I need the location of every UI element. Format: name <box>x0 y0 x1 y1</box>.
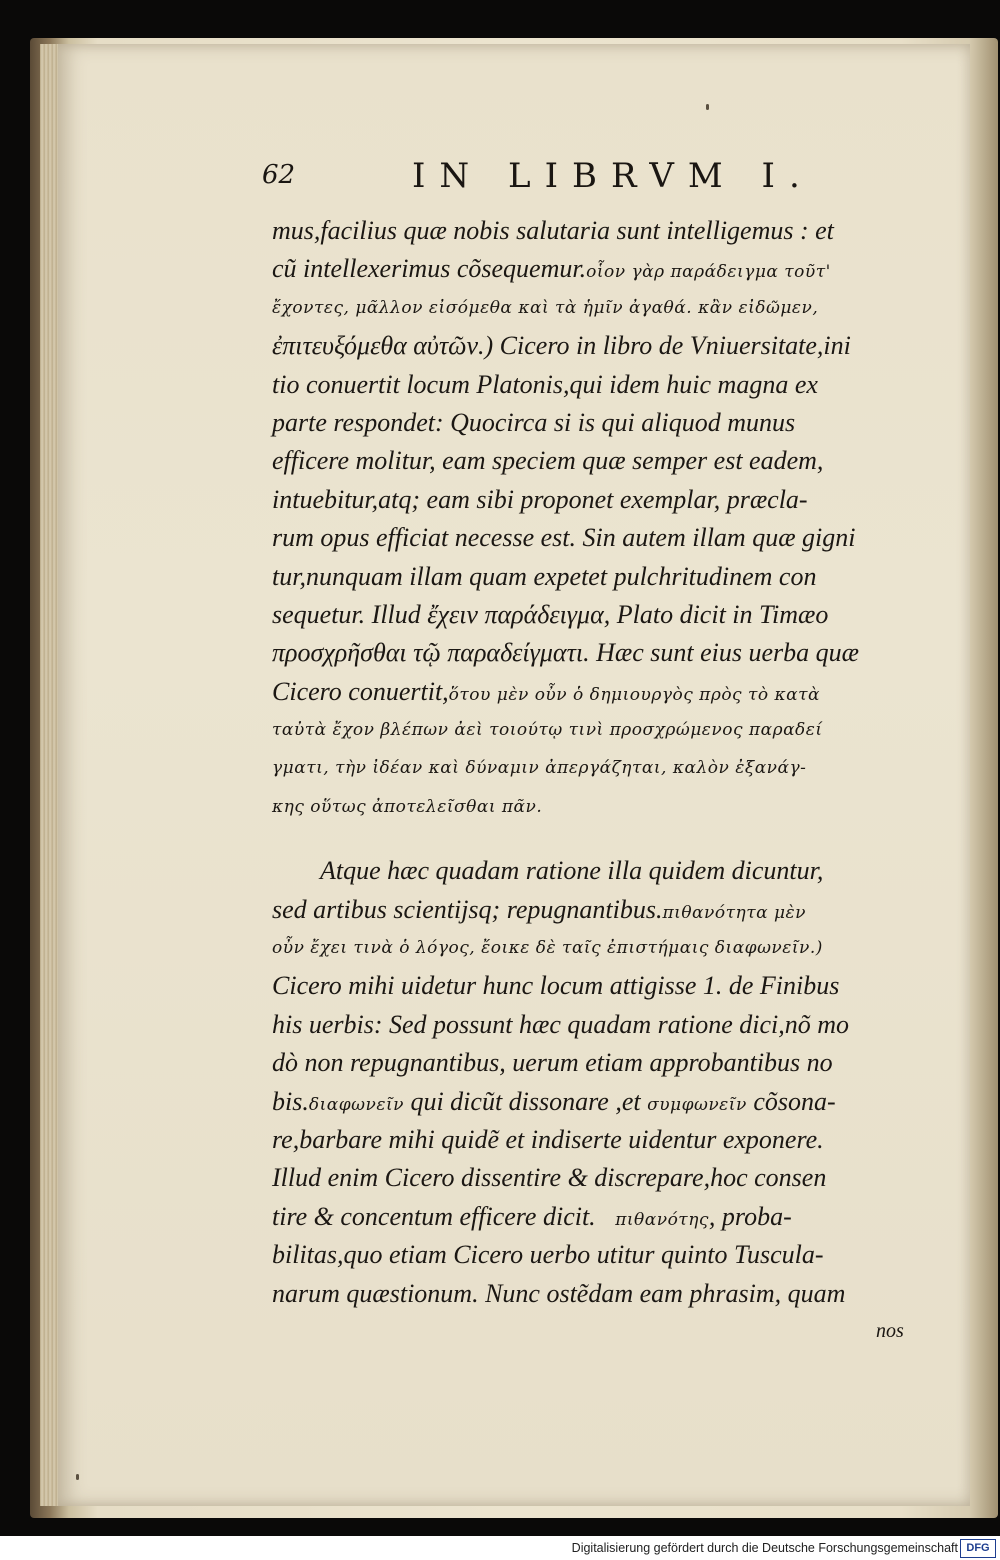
text-line: tur,nunquam illam quam expetet pulchritudinem con <box>272 561 817 591</box>
text-line: dò non repugnantibus, uerum etiam approbantibus no <box>272 1048 833 1078</box>
text-line: efficere molitur, eam speciem quæ semper est eadem, <box>272 446 824 476</box>
text-line: bilitas,quo etiam Cicero uerbo utitur quinto Tuscula- <box>272 1240 824 1270</box>
dfg-logo-icon[interactable]: DFG <box>960 1539 996 1558</box>
greek-line: ἔχοντες, μᾶλλον εἰσόμεθα καὶ τὰ ἡμῖν ἀγαθά. κἂν εἰδῶμεν, <box>272 297 819 318</box>
text-line: Atque hæc quadam ratione illa quidem dicuntur, <box>320 856 824 886</box>
text-line: sed artibus scientijsq; repugnantibus.πιθανότητα μὲν <box>272 894 806 924</box>
greek-word: συμφωνεῖν <box>647 1094 747 1115</box>
greek-quote: οἷον γὰρ παράδειγμα τοῦτ' <box>586 262 831 283</box>
greek-line: κης οὕτως ἀποτελεῖσθαι πᾶν. <box>272 796 543 817</box>
text-line: sequetur. Illud ἔχειν παράδειγμα, Plato dicit in Timæo <box>272 599 829 629</box>
greek-quote: ὅτου μὲν οὖν ὁ δημιουργὸς πρὸς τὸ κατὰ <box>448 684 821 705</box>
folio-number: 62 <box>262 160 296 190</box>
text-line: bis.διαφωνεῖν qui dicũt dissonare ,et συμφωνεῖν cõsona- <box>272 1086 836 1116</box>
text-line: Cicero conuertit,ὅτου μὲν οὖν ὁ δημιουργὸς πρὸς τὸ κατὰ <box>272 676 821 706</box>
greek-word: πιθανότης <box>615 1209 709 1230</box>
greek-line: ταὐτὰ ἔχον βλέπων ἀεὶ τοιούτῳ τινὶ προσχρώμενος παραδεί <box>272 720 823 741</box>
text-line: προσχρῆσθαι τῷ παραδείγματι. Hæc sunt eius uerba quæ <box>272 638 859 668</box>
text-line: his uerbis: Sed possunt hæc quadam ratione dici,nõ mo <box>272 1009 850 1039</box>
text-line: Cicero mihi uidetur hunc locum attigisse 1. de Finibus <box>272 971 840 1001</box>
footer-credit: Digitalisierung gefördert durch die Deutsche Forschungsgemeinschaft <box>571 1541 958 1555</box>
text-line: re,barbare mihi quidẽ et indiserte uidentur exponere. <box>272 1124 824 1154</box>
text-line: narum quæstionum. Nunc ostẽdam eam phrasim, quam <box>272 1278 846 1308</box>
text-line: cũ intellexerimus cõsequemur.οἷον γὰρ παράδειγμα τοῦτ' <box>272 254 831 284</box>
ink-speck <box>76 1474 79 1480</box>
text-line: mus,facilius quæ nobis salutaria sunt intelligemus : et <box>272 216 834 245</box>
page-edges <box>40 44 60 1506</box>
paragraph-gap <box>272 826 932 852</box>
greek-line: οὖν ἔχει τινὰ ὁ λόγος, ἔοικε δὲ ταῖς ἐπιστήμαις διαφωνεῖν.) <box>272 938 823 959</box>
text-line: parte respondet: Quocirca si is qui aliquod munus <box>272 407 796 437</box>
greek-word: διαφωνεῖν <box>308 1094 404 1115</box>
text-line: rum opus efficiat necesse est. Sin autem illam quæ gigni <box>272 523 856 553</box>
greek-quote: πιθανότητα μὲν <box>662 902 806 923</box>
ink-speck <box>706 104 709 110</box>
catchword: nos <box>876 1320 904 1342</box>
greek-line: γματι, τὴν ἰδέαν καὶ δύναμιν ἀπεργάζηται, καλὸν ἐξανάγ- <box>272 758 807 779</box>
text-line: Illud enim Cicero dissentire & discrepare,hoc consen <box>272 1163 827 1193</box>
text-line: tio conuertit locum Platonis,qui idem huic magna ex <box>272 369 818 399</box>
text-line: intuebitur,atq; eam sibi proponet exemplar, præcla- <box>272 484 808 514</box>
text-line: ἐπιτευξόμεθα αὐτῶν.) Cicero in libro de Vniuersitate,ini <box>272 331 851 361</box>
page-header <box>262 156 942 200</box>
text-line: tire & concentum efficere dicit. πιθανότης, proba- <box>272 1201 792 1231</box>
body-text <box>272 212 932 1313</box>
footer-bar <box>0 1536 1000 1560</box>
running-head: IN LIBRVM I. <box>412 156 814 196</box>
